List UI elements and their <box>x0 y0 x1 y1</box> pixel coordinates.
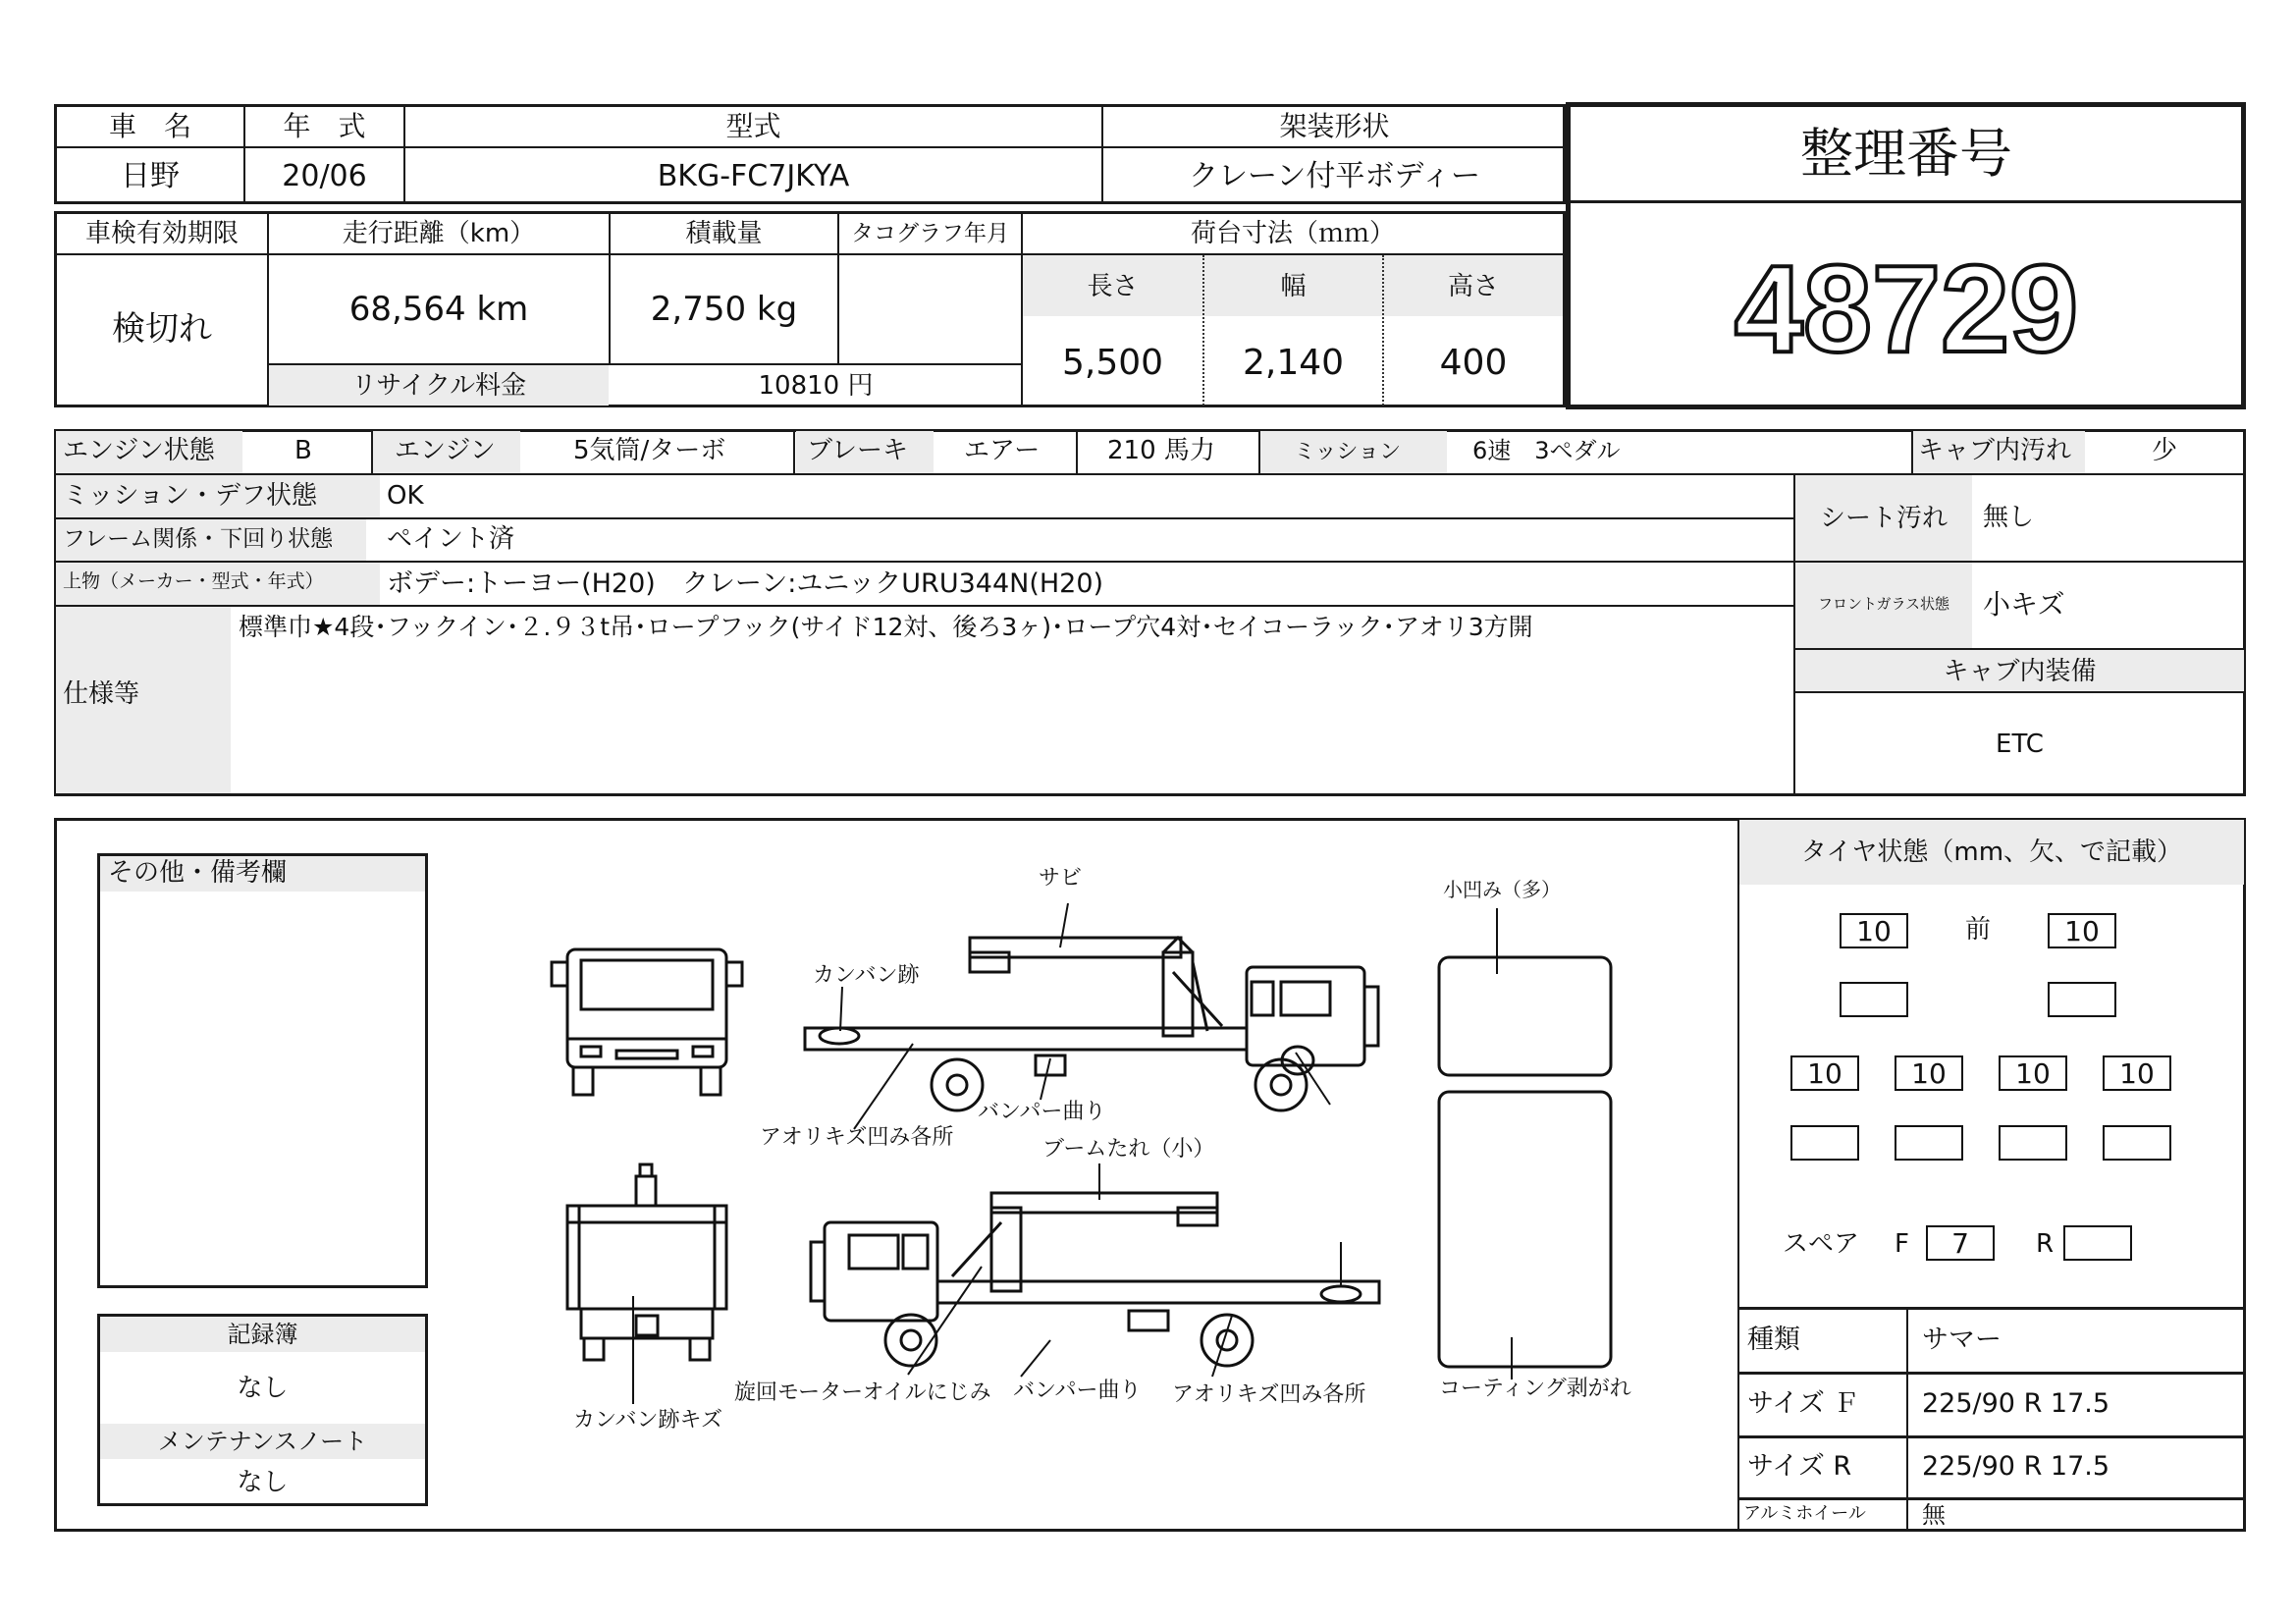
bed-dims-header: 荷台寸法（ｍｍ） <box>1190 219 1395 248</box>
inspection-value: 検切れ <box>112 309 212 349</box>
recycle-label: リサイクル料金 <box>350 371 527 401</box>
truck-side-view-2-icon <box>811 1193 1379 1366</box>
bed-length-value: 5,500 <box>1061 343 1164 383</box>
year-header: 年 式 <box>283 110 366 142</box>
model-header: 型式 <box>725 110 781 142</box>
truck-front-view-icon <box>552 949 742 1095</box>
load-value: 2,750 kg <box>650 290 798 329</box>
recycle-value: 10810 円 <box>758 371 874 401</box>
annotation-bumper-2: バンパー曲り <box>1013 1379 1142 1403</box>
bed-height-label: 高さ <box>1447 272 1499 301</box>
maint-label: メンテナンスノート <box>157 1428 368 1455</box>
tyre-type-value: サマー <box>1922 1325 2002 1355</box>
tyre-rear-2: 10 <box>1895 1055 1963 1091</box>
seat-value: 無し <box>1983 503 2035 532</box>
cab-equip-value: ETC <box>1996 730 2044 759</box>
engine-state-label: エンジン状態 <box>63 436 215 465</box>
cab-dirt-value: 少 <box>2152 436 2178 465</box>
upper-label: 上物（メーカー・型式・年式） <box>63 570 324 592</box>
annotation-kanban-kizu: カンバン跡キズ <box>573 1408 723 1433</box>
size-r-value: 225/90 R 17.5 <box>1922 1451 2110 1482</box>
body-header: 架装形状 <box>1279 110 1390 142</box>
size-r-label: サイズ R <box>1747 1451 1852 1482</box>
car-name-value: 日野 <box>121 159 180 193</box>
frame-label: フレーム関係・下回り状態 <box>63 526 334 552</box>
seat-label: シート汚れ <box>1819 504 1948 533</box>
year-value: 20/06 <box>282 159 367 193</box>
bed-length-label: 長さ <box>1087 272 1139 301</box>
tyre-rear-4b <box>2103 1125 2171 1161</box>
seiri-label: 整理番号 <box>1800 123 2012 185</box>
annotation-motor: 旋回モーターオイルにじみ <box>734 1380 991 1405</box>
inspection-header: 車検有効期限 <box>84 219 239 248</box>
record-label: 記録簿 <box>227 1321 298 1348</box>
spec-value: 標準巾★4段･フックイン･２.９３t吊･ロープフック(サイド12対、後ろ3ヶ)･ロープ穴4対･セイコーラック･アオリ3方開 <box>239 613 1533 641</box>
glass-label: フロントガラス状態 <box>1817 594 1950 613</box>
cab-dirt-label: キャブ内汚れ <box>1918 436 2072 465</box>
annotation-sabi: サビ <box>1039 866 1083 891</box>
engine-value: 5気筒/ターボ <box>573 436 726 465</box>
bed-width-label: 幅 <box>1280 272 1307 301</box>
tyre-front-left-2 <box>1840 982 1908 1017</box>
tacho-header: タコグラフ年月 <box>851 220 1009 246</box>
roof-panel-icon <box>1439 957 1611 1367</box>
upper-value: ボデー:トーヨー(H20) クレーン:ユニックURU344N(H20) <box>387 568 1104 599</box>
mission-diff-value: OK <box>387 481 424 511</box>
mileage-value: 68,564 km <box>348 290 529 329</box>
notes-label: その他・備考欄 <box>108 858 288 888</box>
bed-width-value: 2,140 <box>1242 343 1345 383</box>
alumi-value: 無 <box>1922 1501 1946 1529</box>
size-f-label: サイズ Ｆ <box>1747 1388 1860 1419</box>
frame-value: ペイント済 <box>387 524 515 554</box>
annotation-kanban-ato: カンバン跡 <box>813 963 920 988</box>
model-value: BKG-FC7JKYA <box>657 159 850 193</box>
bed-height-value: 400 <box>1439 343 1508 383</box>
annotation-bumper-1: バンパー曲り <box>978 1100 1106 1124</box>
load-header: 積載量 <box>685 219 763 248</box>
car-name-header: 車 名 <box>108 110 191 142</box>
annotation-boom: ブームたれ（小） <box>1042 1137 1215 1162</box>
tyre-front-left: 10 <box>1840 913 1908 948</box>
seiri-number: 48729 <box>1734 240 2079 378</box>
tyre-front-label: 前 <box>1965 915 1992 945</box>
engine-state-value: B <box>294 436 312 465</box>
brake-label: ブレーキ <box>807 436 908 465</box>
tyre-type-label: 種類 <box>1747 1325 1800 1355</box>
engine-label: エンジン <box>395 436 496 465</box>
tyre-title: タイヤ状態（mm、欠、で記載） <box>1800 838 2183 867</box>
annotation-coating: コーティング剥がれ <box>1439 1377 1631 1401</box>
truck-rear-view-icon <box>567 1164 726 1360</box>
mileage-header: 走行距離（km） <box>342 219 536 248</box>
spare-f-label: F <box>1895 1229 1909 1259</box>
tyre-rear-3: 10 <box>1999 1055 2067 1091</box>
spare-r-label: R <box>2036 1229 2055 1259</box>
mission-value: 6速 3ペダル <box>1472 437 1621 464</box>
spare-label: スペア <box>1783 1229 1860 1259</box>
annotation-small-dents: 小凹み（多） <box>1443 878 1561 901</box>
horsepower-value: 210 馬力 <box>1107 436 1215 465</box>
body-value: クレーン付平ボディー <box>1189 159 1480 193</box>
brake-value: エアー <box>964 436 1041 465</box>
record-value: なし <box>237 1374 289 1403</box>
alumi-label: アルミホイール <box>1743 1503 1866 1524</box>
spare-f-value: 7 <box>1926 1225 1995 1261</box>
tyre-rear-3b <box>1999 1125 2067 1161</box>
spare-r-value <box>2063 1225 2132 1261</box>
annotation-aori-1: アオリキズ凹み各所 <box>760 1125 954 1150</box>
maint-value: なし <box>237 1468 289 1497</box>
size-f-value: 225/90 R 17.5 <box>1922 1388 2110 1419</box>
glass-value: 小キズ <box>1983 588 2065 621</box>
tyre-rear-1: 10 <box>1790 1055 1859 1091</box>
tyre-front-right: 10 <box>2048 913 2116 948</box>
tyre-front-right-2 <box>2048 982 2116 1017</box>
cab-equip-label: キャブ内装備 <box>1943 657 2097 686</box>
tyre-rear-4: 10 <box>2103 1055 2171 1091</box>
mission-label: ミッション <box>1294 440 1402 464</box>
tyre-rear-2b <box>1895 1125 1963 1161</box>
mission-diff-label: ミッション・デフ状態 <box>63 481 317 511</box>
annotation-aori-2: アオリキズ凹み各所 <box>1172 1382 1366 1407</box>
tyre-rear-1b <box>1790 1125 1859 1161</box>
spec-label: 仕様等 <box>63 679 140 709</box>
